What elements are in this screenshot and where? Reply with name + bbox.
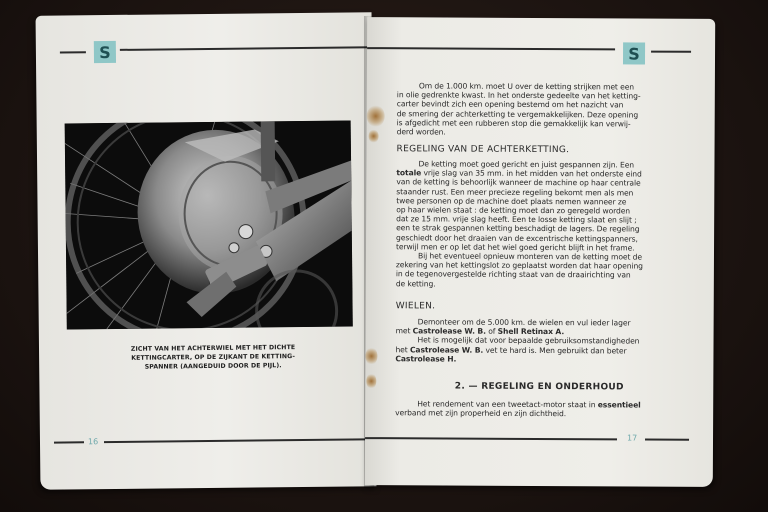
text-run: vet te hard is. Men gebruikt dan beter (483, 345, 627, 356)
page-number: 16 (87, 437, 99, 447)
text-run: twee personen op de machine doet plaats nemen wanneer ze (396, 196, 627, 207)
text-line: in olie gedrenkte kwast. In het onderste gedeelte van het ketting- (396, 90, 641, 101)
text-run: op haar wielen staat : de ketting moet dan zo geregeld worden (396, 205, 631, 216)
text-run: zekering van het kettingslot zo geplaatst worden dat haar opening (395, 260, 643, 271)
maintenance-paragraph (395, 399, 693, 419)
rear-wheel-illustration (65, 120, 353, 329)
text-line: de smering der achterketting te vergemakkelijken. Deze opening (396, 108, 639, 120)
text-line (395, 354, 693, 365)
left-page (36, 12, 377, 489)
footer-rule-left (54, 441, 84, 443)
text-run: verband met zijn properheid en zijn dichtheid. (395, 408, 567, 419)
text-line (396, 270, 694, 281)
text-run: dat ze 15 mm. vrije slag heeft. Een te losse ketting slaat en slijt ; (396, 214, 637, 225)
rear-wheel-photo (65, 120, 353, 329)
text-line: Om de 1.000 km. moet U over de ketting strijken met een (418, 81, 635, 92)
text-run: staander rust. Een meer precieze regeling bekomt men als men (396, 186, 634, 198)
text-run: De ketting moet goed gericht en juist gespannen zijn. Een (418, 159, 635, 170)
rust-stain (366, 373, 376, 389)
bold-text: Shell Retinax A. (497, 326, 565, 337)
header-rule (367, 47, 615, 50)
s-logo: S (623, 42, 645, 64)
text-run: terwijl men er op let dat het wiel goed gericht blijft in het frame. (396, 242, 635, 253)
text-run: de ketting. (395, 278, 436, 289)
text-run: Demonteer om de 5.000 km. de wielen en vul ieder lager (417, 317, 631, 328)
header-rule-left (60, 51, 86, 53)
rust-stain (365, 347, 377, 365)
text-run: een te strak gespannen ketting beschadigt de lagers. De regeling (396, 223, 640, 234)
intro-paragraph (397, 81, 695, 138)
text-run: Het is mogelijk dat voor bepaalde gebruiksomstandigheden (417, 335, 640, 346)
rust-stain (369, 129, 379, 143)
text-run: Het rendement van een tweetact-motor staat in (417, 399, 598, 410)
chain-adjustment-paragraph (396, 159, 695, 289)
text-line: derd worden. (396, 127, 446, 137)
chapter-heading: 2. — REGELING EN ONDERHOUD (454, 381, 624, 393)
bold-text: essentieel (597, 400, 641, 410)
text-run: van de ketting is behoorlijk wanneer de machine op haar centrale (396, 177, 641, 188)
section-heading: WIELEN. (395, 301, 436, 312)
header-rule (120, 46, 372, 51)
s-logo: S (94, 41, 116, 63)
text-run: met (395, 326, 413, 336)
text-run: vrije slag van 35 mm. in het midden van het onderste eind (421, 168, 642, 179)
photo-caption (99, 343, 327, 372)
right-page (365, 17, 715, 487)
text-line (396, 279, 694, 290)
text-line: is afgedicht met een rubberen stop die gemakkelijk kan verwij- (396, 118, 631, 129)
wheels-paragraph (395, 317, 693, 365)
rust-stain (367, 105, 385, 127)
text-line: carter bevindt zich een opening bestemd om het nazicht van (396, 99, 624, 110)
text-run: in de tegenovergestelde richting staat van de draairichting van (395, 269, 631, 280)
text-run: Bij het eventueel opnieuw monteren van de ketting moet de (417, 251, 642, 262)
footer-rule (104, 438, 376, 443)
caption-line: ZICHT VAN HET ACHTERWIEL MET HET DICHTE (130, 344, 296, 353)
footer-rule (365, 437, 617, 440)
header-rule-right (651, 51, 691, 53)
text-line (395, 408, 693, 419)
page-number: 17 (627, 433, 638, 443)
text-run: of (485, 326, 498, 336)
bold-text: Castrolease W. B. (412, 326, 486, 336)
footer-rule-right (645, 439, 689, 441)
section-heading: REGELING VAN DE ACHTERKETTING. (396, 144, 570, 156)
caption-line: KETTINGCARTER, OP DE ZIJKANT DE KETTING- (131, 353, 296, 362)
bold-text: Castrolease W. B. (409, 344, 484, 355)
text-run: het (395, 344, 410, 354)
bold-text: totale (396, 168, 422, 178)
text-run: geschiedt door het draaien van de excentrische kettingspanners, (396, 232, 638, 244)
caption-line: SPANNER (AANGEDUID DOOR DE PIJL). (144, 362, 282, 371)
bold-text: Castrolease H. (395, 354, 457, 364)
